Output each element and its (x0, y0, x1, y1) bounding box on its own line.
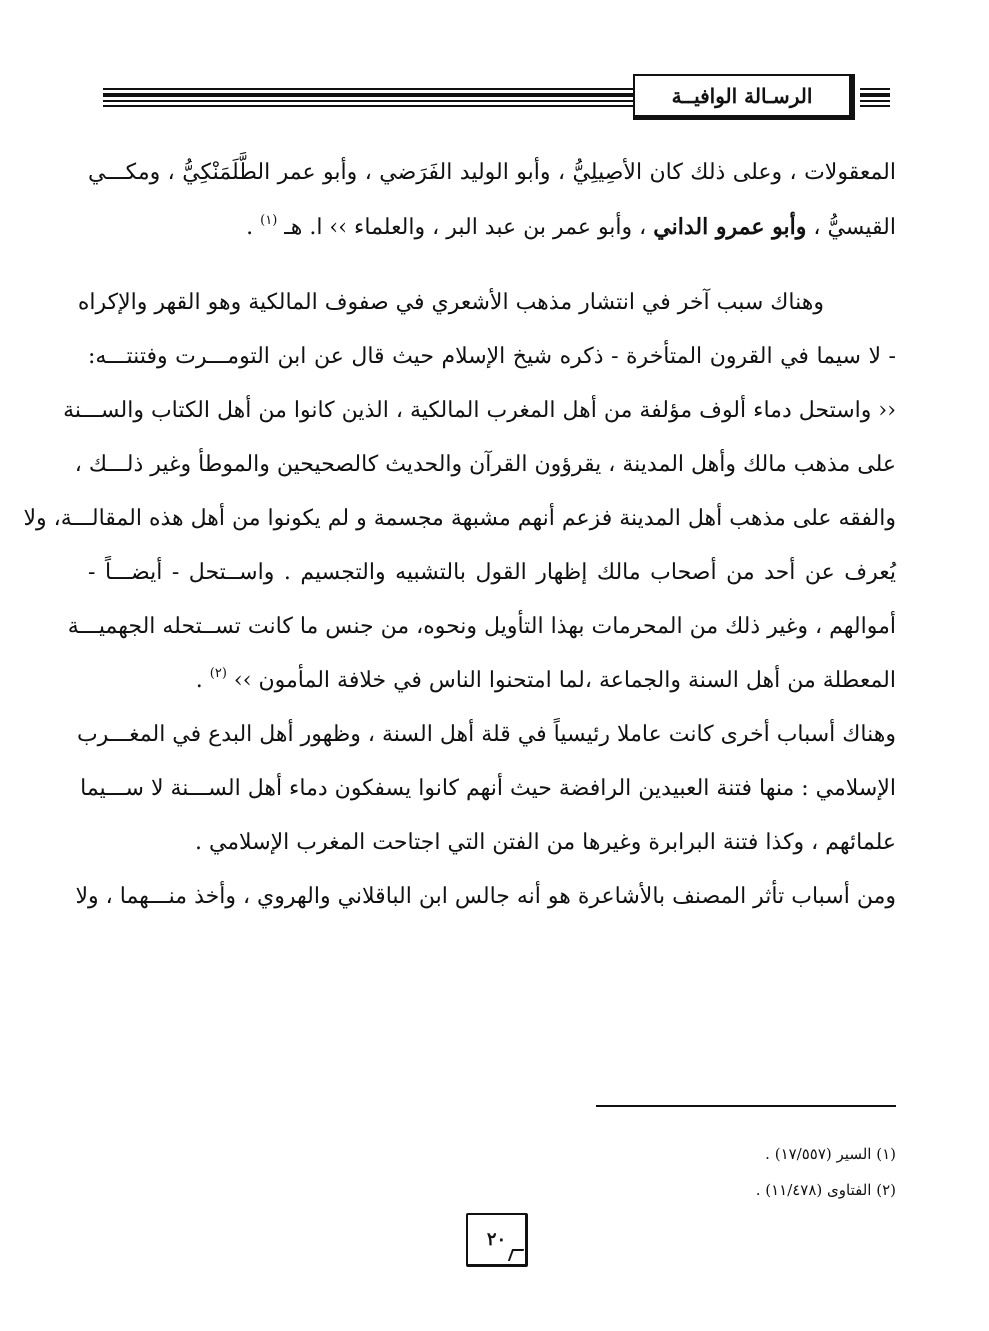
text-line: ومن أسباب تأثر المصنف بالأشاعرة هو أنه جالس ابن الباقلاني والهروي ، وأخذ منـــهما ، ولا (75, 884, 896, 909)
text-line: وهناك سبب آخر في انتشار مذهب الأشعري في صفوف المالكية وهو القهر والإكراه (77, 290, 824, 315)
text-line: والفقه على مذهب أهل المدينة فزعم أنهم مشبهة مجسمة و لم يكونوا من أهل هذه المقالـــة، ولا (23, 506, 896, 531)
text-line: وهناك أسباب أخرى كانت عاملا رئيسياً في قلة أهل السنة ، وظهور أهل البدع في المغـــرب (76, 722, 896, 747)
header-rule-right (860, 88, 890, 110)
text-line: ‹‹ واستحل دماء ألوف مؤلفة من أهل المغرب المالكية ، الذين كانوا من أهل الكتاب والســـنة (63, 398, 896, 423)
text-period: . (246, 215, 261, 240)
body-text (23, 146, 896, 924)
text-segment: القيسيُّ ، (806, 215, 896, 240)
running-header (633, 74, 855, 120)
text-line: الإسلامي : منها فتنة العبيدين الرافضة حيث أنهم كانوا يسفكون دماء أهل الســـنة لا ســـيما (80, 776, 896, 801)
footnote: (٢) الفتاوى (١١/٤٧٨) . (755, 1181, 896, 1199)
footnote-separator (596, 1105, 896, 1107)
footnote: (١) السير (١٧/٥٥٧) . (765, 1145, 896, 1163)
text-line: على مذهب مالك وأهل المدينة ، يقرؤون القرآن والحديث كالصحيحين والموطأ وغير ذلـــك ، (74, 452, 896, 477)
text-segment: المعطلة من أهل السنة والجماعة ،لما امتحنوا الناس في خلافة المأمون ›› (233, 668, 896, 693)
footnote-ref: (٢) (209, 666, 227, 681)
text-line: علمائهم ، وكذا فتنة البرابرة وغيرها من الفتن التي اجتاحت المغرب الإسلامي . (194, 830, 896, 855)
page-number: ٢٠ (486, 1229, 507, 1250)
text-bold: وأبو عمرو الداني (653, 214, 807, 240)
footnote-ref: (١) (260, 213, 278, 228)
running-header-title: الرسـالة الوافيــة (671, 83, 813, 108)
footnotes (596, 1140, 896, 1212)
text-line (88, 200, 896, 254)
text-line: المعقولات ، وعلى ذلك كان الأصِيلِيُّ ، وأبو الوليد الفَرَضي ، وأبو عمر الطَّلَمَنْكِيُّ ، ومكـــي (88, 160, 896, 185)
page-number-box (466, 1213, 528, 1267)
text-period: . (195, 668, 210, 693)
text-line: - لا سيما في القرون المتأخرة - ذكره شيخ الإسلام حيث قال عن ابن التومـــرت وفتنتـــه: (88, 344, 896, 369)
text-line: أموالهم ، وغير ذلك من المحرمات بهذا التأويل ونحوه، من جنس ما كانت تســتحله الجهميـــة (67, 614, 896, 639)
text-line: يُعرف عن أحد من أصحاب مالك إظهار القول بالتشبيه والتجسيم . واســتحل - أيضـــاً - (88, 560, 896, 585)
text-line (88, 654, 896, 708)
text-segment: ، وأبو عمر بن عبد البر ، والعلماء ›› ا. هـ (277, 215, 654, 240)
header-rule-left (103, 88, 633, 110)
page-curl-icon (508, 1249, 524, 1261)
